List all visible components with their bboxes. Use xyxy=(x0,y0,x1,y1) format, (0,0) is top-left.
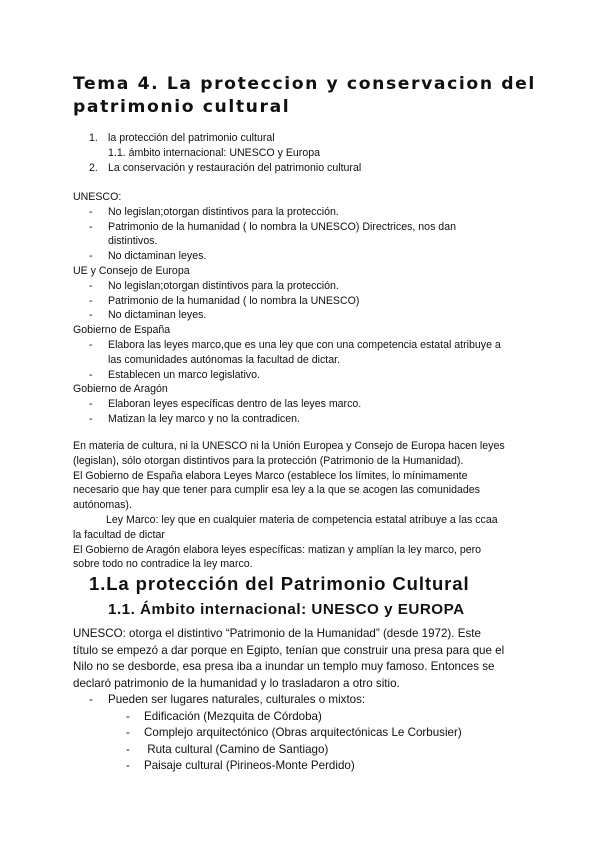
index-number: 2. xyxy=(89,161,98,174)
dash-bullet: - xyxy=(126,726,130,740)
dash-bullet: - xyxy=(89,338,93,351)
list-item: - No legislan;otorgan distintivos para la protección. xyxy=(89,205,339,218)
index-text: la protección del patrimonio cultural xyxy=(108,132,275,144)
list-item: - No dictaminan leyes. xyxy=(89,309,207,322)
index-item xyxy=(0,146,600,161)
list-item: - Patrimonio de la humanidad ( lo nombra la UNESCO) xyxy=(89,294,360,307)
index-text: La conservación y restauración del patrimonio cultural xyxy=(108,161,362,174)
dash-bullet: - xyxy=(89,250,93,263)
section-body: UNESCO: otorga el distintivo “Patrimonio de la Humanidad” (desde 1972). Este título se empezó a dar porque en Egipto, tenían que construir una presa para que el Nilo no se desborde, esa presa iba a inundar un templo muy famoso. Entonces se declaró patrimonio de la humanidad y lo trasladaron a otro sitio. xyxy=(73,627,505,690)
list-item: - No legislan;otorgan distintivos para la protección. xyxy=(89,279,339,292)
index-number: 1.1. xyxy=(108,146,126,159)
document-title: Tema 4. La proteccion y conservacion del patrimonio cultural xyxy=(73,74,536,117)
dash-bullet: - xyxy=(89,205,93,218)
section-list xyxy=(0,692,600,775)
sub-list-item: - Complejo arquitectónico (Obras arquitectónicas Le Corbusier) xyxy=(0,725,600,742)
dash-bullet: - xyxy=(89,412,93,425)
outline-heading-unesco: UNESCO: xyxy=(73,191,122,203)
outline xyxy=(0,190,600,427)
sub-list-item: - Edificación (Mezquita de Córdoba) xyxy=(0,709,600,726)
index-item xyxy=(0,161,600,176)
list-item: - Matizan la ley marco y no la contradicen. xyxy=(89,412,300,425)
index-number: 1. xyxy=(89,132,98,144)
summary-paragraph: En materia de cultura, ni la UNESCO ni la Unión Europea y Consejo de Europa hacen leyes (legislan), sólo otorgan distintivos para la protección (Patrimonio de la Humanidad). El Gobierno de España elabora Leyes Marco (establece los límites, lo mínimamente necesario que hay que tener para cumplir esa ley a la que se acogen las comunidades autónomas). Ley Marco: ley que en cualquier materia de competencia estatal atribuye a las ccaa la facultad de dictar El Gobierno de Aragón elabora leyes específicas: matizan y amplían la ley marco, pero sobre todo no contradice la ley marco. xyxy=(73,439,533,572)
dash-bullet: - xyxy=(89,294,93,307)
dash-bullet: - xyxy=(89,279,93,292)
outline-heading-aragon: Gobierno de Aragón xyxy=(73,383,168,396)
dash-bullet: - xyxy=(126,742,130,756)
list-item: - Establecen un marco legislativo. xyxy=(89,368,260,381)
subsection-heading: 1.1. Ámbito internacional: UNESCO y EUROPA xyxy=(108,601,465,618)
dash-bullet: - xyxy=(89,693,93,706)
ley-marco-definition: Ley Marco: ley que en cualquier materia de competencia estatal atribuye a las ccaa xyxy=(106,513,498,526)
section-heading: 1.La protección del Patrimonio Cultural xyxy=(89,573,470,594)
list-item: - Elaboran leyes específicas dentro de las leyes marco. xyxy=(89,398,362,411)
index-list xyxy=(0,131,600,175)
list-item: - Patrimonio de la humanidad ( lo nombra la UNESCO) Directrices, nos dan xyxy=(89,220,456,233)
index-item xyxy=(0,131,600,146)
list-item-continuation: las comunidades autónomas la facultad de dictar. xyxy=(108,353,341,366)
dash-bullet: - xyxy=(89,309,93,322)
sub-list-item: - Paisaje cultural (Pirineos-Monte Perdido) xyxy=(0,758,600,775)
dash-bullet: - xyxy=(126,709,130,723)
index-text: ámbito internacional: UNESCO y Europa xyxy=(128,146,320,159)
dash-bullet: - xyxy=(126,759,130,773)
list-item: - Pueden ser lugares naturales, culturales o mixtos: xyxy=(0,692,600,709)
outline-heading-ue: UE y Consejo de Europa xyxy=(73,264,190,277)
list-item: - Elabora las leyes marco,que es una ley que con una competencia estatal atribuye a xyxy=(89,338,501,351)
outline-heading-espana: Gobierno de España xyxy=(73,324,171,337)
sub-list-item: - Ruta cultural (Camino de Santiago) xyxy=(0,742,600,759)
dash-bullet: - xyxy=(89,220,93,233)
dash-bullet: - xyxy=(89,398,93,411)
dash-bullet: - xyxy=(89,368,93,381)
list-item-continuation: distintivos. xyxy=(108,235,158,248)
list-item: - No dictaminan leyes. xyxy=(89,250,207,263)
